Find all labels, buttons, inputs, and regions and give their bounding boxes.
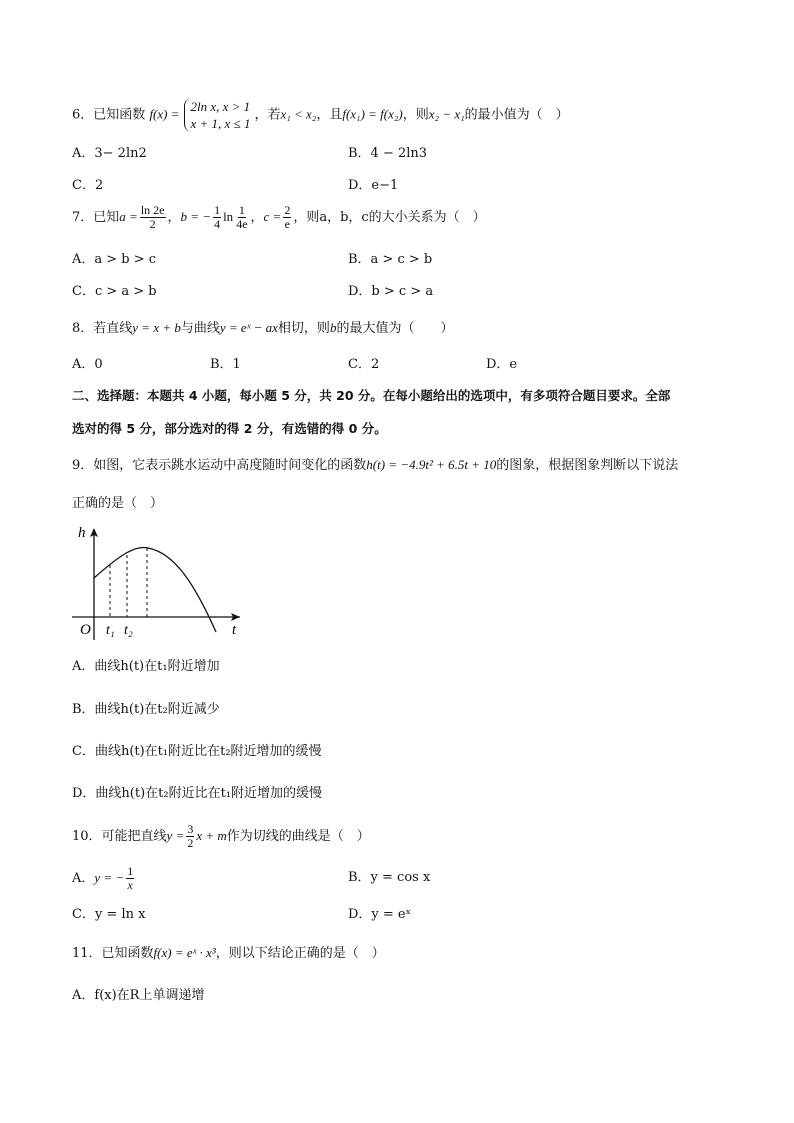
- q8-text4: 的最大值为（ ）: [336, 321, 454, 336]
- q9-option-b: B．曲线h(t)在t₂附近减少: [72, 702, 220, 717]
- q9-stem: [72, 455, 678, 476]
- q6-mid2: ，且: [316, 107, 343, 123]
- q6-eq: f(x₁) = f(x₂): [342, 106, 403, 122]
- q8-var: b: [329, 320, 337, 335]
- q6-post: 的最小值为（ ）: [464, 107, 569, 123]
- q9-option-c: C．曲线h(t)在t₁附近比在t₂附近增加的缓慢: [72, 744, 322, 759]
- section2-line2: 选对的得 5 分，部分选对的得 2 分，有选错的得 0 分。: [72, 421, 387, 436]
- h-label: h: [78, 525, 86, 541]
- q10-a-num: 1: [127, 864, 134, 878]
- q9-func: h(t) = −4.9t² + 6.5t + 10: [366, 457, 497, 472]
- q7-number: 7．: [72, 210, 94, 225]
- q10-a-den: x: [127, 878, 133, 892]
- q10-option-a: [72, 864, 136, 893]
- q8-text2: 与曲线: [180, 321, 220, 336]
- q6-case1: 2ln x, x > 1: [190, 99, 251, 114]
- q7-c-den: e: [284, 217, 290, 231]
- t-label: t: [232, 622, 237, 638]
- q7-stem: [72, 203, 486, 232]
- q9-text1: 9．如图，它表示跳水运动中高度随时间变化的函数: [72, 458, 367, 473]
- q7-a-num: ln 2e: [140, 203, 165, 217]
- q11-text2: ，则以下结论正确的是（ ）: [215, 946, 385, 961]
- q11-text1: 11．已知函数: [72, 946, 154, 961]
- q11-option-a: A．f(x)在R上单调递增: [72, 988, 205, 1003]
- q10-option-d: D．y = eˣ: [348, 907, 412, 922]
- q10-text1: 10．可能把直线: [72, 829, 167, 844]
- q7-option-c: C．c > a > b: [72, 284, 157, 299]
- q8-option-d: D．e: [486, 357, 518, 372]
- q7-b2-num: 1: [238, 203, 245, 217]
- q10-stem: [72, 822, 370, 851]
- q7-option-a: A．a > b > c: [72, 252, 157, 267]
- q7-option-b: B．a > c > b: [348, 252, 433, 267]
- q8-curve: y = eˣ − ax: [219, 320, 278, 335]
- section2-line1: 二、选择题：本题共 4 小题，每小题 5 分，共 20 分。在每小题给出的选项中，有多项符合题目要求。全部: [72, 388, 671, 403]
- q8-option-b: B．1: [210, 357, 241, 372]
- q10-den: 2: [187, 836, 194, 850]
- q8-option-c: C．2: [348, 357, 380, 372]
- q7-b-den: 4: [214, 217, 221, 231]
- q10-fraction: [186, 823, 194, 850]
- q10-option-b: B．y = cos x: [348, 870, 431, 885]
- q9-stem-line2: 正确的是（ ）: [72, 496, 164, 511]
- q6-mid3: ，则: [402, 107, 429, 123]
- q7-b-ln: ln: [223, 209, 234, 224]
- q9-text2: 的图象，根据图象判断以下说法: [496, 458, 679, 473]
- q6-piecewise: [184, 98, 251, 132]
- q6-number: 6．: [72, 107, 94, 123]
- q7-b-lhs: b = −: [180, 209, 212, 224]
- q6-pre: 已知函数: [93, 107, 146, 123]
- q10-a-lhs: y = −: [94, 870, 125, 885]
- q6-case2: x + 1, x ≤ 1: [190, 116, 251, 131]
- q6-stem: [72, 98, 569, 132]
- q9-option-d: D．曲线h(t)在t₂附近比在t₁附近增加的缓慢: [72, 786, 323, 801]
- q7-b2-den: 4e: [236, 217, 248, 231]
- t1-label: t₁: [106, 623, 115, 638]
- q7-b-fraction: [213, 204, 221, 231]
- q10-a-pre: A．: [72, 871, 95, 886]
- q11-stem: [72, 943, 385, 964]
- q8-text1: 8．若直线: [72, 321, 133, 336]
- q7-option-d: D．b > c > a: [348, 284, 434, 299]
- q9-option-a: A．曲线h(t)在t₁附近增加: [72, 659, 220, 674]
- height-curve-descend: [94, 547, 216, 632]
- q7-b-num: 1: [214, 203, 221, 217]
- q10-a-fraction: [126, 865, 134, 892]
- q7-b2-fraction: [235, 204, 248, 231]
- q8-line: y = x + b: [132, 320, 181, 335]
- height-time-graph: [66, 520, 256, 642]
- q6-fx: f(x) =: [149, 106, 180, 122]
- q7-sep2: ，: [250, 210, 264, 225]
- q7-c-lhs: c =: [263, 209, 282, 224]
- q6-cond: x₁ < x₂: [280, 106, 317, 122]
- q7-pre: 已知: [93, 210, 120, 225]
- q6-option-a: A．3− 2ln2: [72, 146, 147, 161]
- q7-a-fraction: [140, 204, 166, 231]
- origin-label: O: [80, 622, 91, 638]
- q7-post: ，则a，b，c的大小关系为（ ）: [293, 210, 486, 225]
- q6-option-d: D．e−1: [348, 178, 399, 193]
- q8-text3: 相切，则: [277, 321, 330, 336]
- t2-label: t₂: [124, 623, 133, 638]
- q7-a-den: 2: [149, 217, 156, 231]
- q10-lhs: y =: [166, 828, 185, 843]
- q7-c-num: 2: [284, 203, 291, 217]
- q10-option-c: C．y = ln x: [72, 907, 146, 922]
- q7-a-lhs: a =: [119, 209, 138, 224]
- q10-text2: 作为切线的曲线是（ ）: [226, 829, 370, 844]
- q8-stem: [72, 318, 453, 339]
- q7-sep1: ，: [167, 210, 181, 225]
- q8-option-a: A．0: [72, 357, 103, 372]
- q11-func: f(x) = eˣ · x³: [153, 945, 216, 960]
- q7-c-fraction: [283, 204, 291, 231]
- q6-option-c: C．2: [72, 178, 104, 193]
- q10-num: 3: [187, 822, 194, 836]
- q10-rhs: x + m: [196, 828, 227, 843]
- q6-diff: x₂ − x₁: [428, 106, 465, 122]
- q6-mid: ，若: [254, 107, 281, 123]
- q6-option-b: B．4 − 2ln3: [348, 146, 428, 161]
